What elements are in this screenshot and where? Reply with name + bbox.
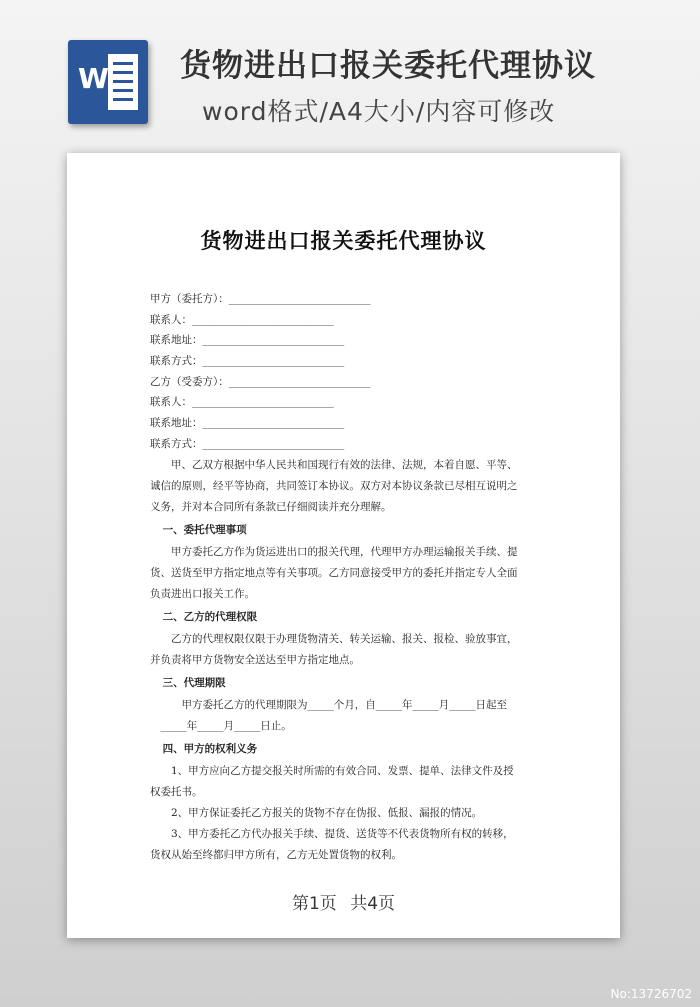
party-a-contact-field: 联系人：___________________________: [150, 313, 334, 326]
section-line: 2、甲方保证委托乙方报关的货物不存在伪报、低报、漏报的情况。: [171, 806, 483, 819]
document-body: [150, 289, 550, 866]
page-counter: 第1页 共4页: [291, 894, 396, 914]
word-document-icon: [68, 40, 148, 124]
party-b-phone-field: 联系方式：___________________________: [150, 437, 345, 450]
section-line: 3、甲方委托乙方代办报关手续、提货、送货等不代表货物所有权的转移，: [171, 827, 514, 840]
banner-subtitle: word格式/A4大小/内容可修改: [202, 97, 556, 126]
section-paragraph: [150, 629, 550, 671]
section-paragraph: [150, 695, 550, 737]
party-a-address-field: 联系地址：___________________________: [150, 334, 345, 347]
document-page: [67, 153, 620, 938]
section-heading: 四、甲方的权利义务: [162, 742, 258, 755]
section-line: _____年_____月_____日止。: [160, 719, 292, 732]
document-title: 货物进出口报关委托代理协议: [200, 228, 487, 253]
section-line: 甲方委托乙方的代理期限为_____个月，自_____年_____月_____日起至: [181, 698, 507, 711]
section-line: 货权从始至终都归甲方所有，乙方无处置货物的权利。: [150, 848, 402, 861]
word-icon-letter: W: [78, 62, 109, 95]
image-id-watermark: No:13726702: [610, 987, 692, 1001]
section-paragraph: [150, 542, 550, 605]
section-paragraph: [150, 761, 550, 866]
party-b-contact-field: 联系人：___________________________: [150, 396, 334, 409]
banner: [0, 0, 700, 140]
section-line: 并负责将甲方货物安全送达至甲方指定地点。: [150, 653, 360, 666]
party-a-phone-field: 联系方式：___________________________: [150, 355, 345, 368]
intro-line: 义务，并对本合同所有条款已仔细阅读并充分理解。: [150, 500, 392, 513]
party-b-field: 乙方（受委方）：___________________________: [150, 375, 371, 388]
section-line: 负责进出口报关工作。: [150, 587, 255, 600]
section-line: 乙方的代理权限仅限于办理货物清关、转关运输、报关、报检、验放事宜，: [171, 632, 518, 645]
section-heading: 一、委托代理事项: [162, 523, 247, 536]
section-line: 货、送货至甲方指定地点等有关事项。乙方同意接受甲方的委托并指定专人全面: [150, 566, 518, 579]
section-line: 1、甲方应向乙方提交报关时所需的有效合同、发票、提单、法律文件及授: [171, 764, 514, 777]
party-a-field: 甲方（委托方）：___________________________: [150, 293, 371, 305]
party-b-address-field: 联系地址：___________________________: [150, 417, 345, 430]
section-heading: 二、乙方的代理权限: [162, 610, 258, 623]
intro-line: 诚信的原则，经平等协商，共同签订本协议。双方对本协议条款已尽相互说明之: [150, 479, 518, 492]
intro-line: 甲、乙双方根据中华人民共和国现行有效的法律、法规，本着自愿、平等、: [171, 458, 518, 471]
section-line: 权委托书。: [150, 785, 203, 798]
section-heading: 三、代理期限: [162, 676, 226, 689]
intro-paragraph: [150, 455, 550, 518]
banner-title: 货物进出口报关委托代理协议: [180, 48, 596, 84]
section-line: 甲方委托乙方作为货运进出口的报关代理，代理甲方办理运输报关手续、提: [171, 545, 518, 558]
